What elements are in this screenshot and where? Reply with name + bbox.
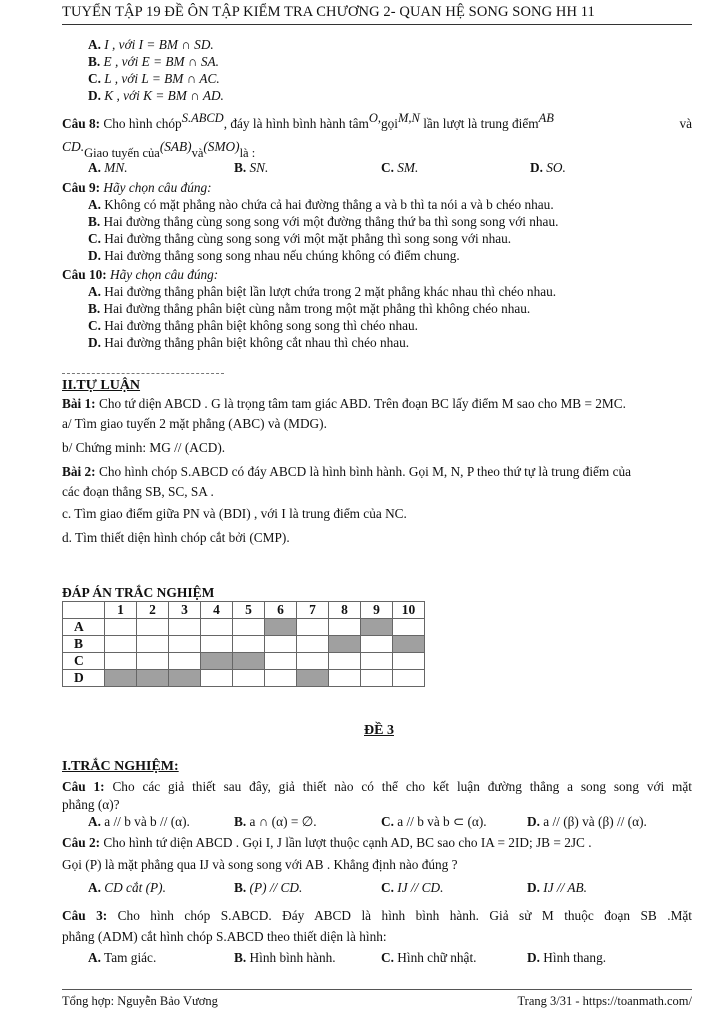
de3-q2-option-b: B. (P) // CD. — [234, 880, 303, 895]
q8-option-b: B. SN. — [234, 160, 269, 175]
answer-key-cell — [297, 619, 329, 636]
answer-key-cell — [201, 619, 233, 636]
q8-option-d: D. SO. — [530, 160, 566, 175]
answer-key-cell — [233, 670, 265, 687]
q10-option-b: B. Hai đường thẳng phân biệt cùng nằm trong một mặt phẳng thì không chéo nhau. — [88, 301, 531, 316]
answer-key-row-label: C — [63, 653, 105, 670]
q8-option-a: A. MN. — [88, 160, 128, 175]
answer-key-column-header: 8 — [329, 602, 361, 619]
answer-key-row-label: A — [63, 619, 105, 636]
answer-key-cell-filled — [393, 636, 425, 653]
answer-key-column-header: 4 — [201, 602, 233, 619]
q7-option-c: C. L , với L = BM ∩ AC. — [88, 71, 220, 86]
q10-option-c: C. Hai đường thẳng phân biệt không song song thì chéo nhau. — [88, 318, 419, 333]
answer-key-column-header: 5 — [233, 602, 265, 619]
answer-key-row-label: D — [63, 670, 105, 687]
answer-key-cell — [393, 670, 425, 687]
answer-key-cell — [201, 636, 233, 653]
answer-key-row — [63, 636, 425, 653]
answer-key-cell — [137, 636, 169, 653]
answer-key-cell-filled — [361, 619, 393, 636]
q9-option-b: B. Hai đường thẳng cùng song song với một đường thẳng thứ ba thì song song với nhau. — [88, 214, 559, 229]
bai2-part-d: d. Tìm thiết diện hình chóp cắt bởi (CMP). — [62, 530, 290, 545]
answer-key-cell — [201, 670, 233, 687]
exam-3-title: ĐỀ 3 — [364, 723, 394, 738]
bai2-part-c: c. Tìm giao điểm giữa PN và (BDI) , với I là trung điểm của NC. — [62, 506, 407, 521]
q9-option-d: D. Hai đường thẳng song song nhau nếu chúng không có điểm chung. — [88, 248, 460, 263]
de3-section-title: I.TRẮC NGHIỆM: — [62, 759, 179, 774]
answer-key-column-header: 6 — [265, 602, 297, 619]
footer-author: Tổng hợp: Nguyễn Bảo Vương — [62, 994, 218, 1008]
de3-q2-option-d: D. IJ // AB. — [527, 880, 587, 895]
de3-q3-option-d: D. Hình thang. — [527, 950, 607, 965]
answer-key-cell — [169, 636, 201, 653]
answer-key-cell — [329, 619, 361, 636]
answer-key-cell — [265, 670, 297, 687]
de3-q2-option-c: C. IJ // CD. — [381, 880, 444, 895]
answer-key-cell — [393, 653, 425, 670]
answer-key-row — [63, 670, 425, 687]
answer-key-cell-filled — [105, 670, 137, 687]
answer-key-cell-filled — [169, 670, 201, 687]
answer-key-cell — [265, 636, 297, 653]
answer-key-corner-cell — [63, 602, 105, 619]
footer-rule — [62, 989, 692, 990]
answer-key-column-header: 1 — [105, 602, 137, 619]
bai1-part-b: b/ Chứng minh: MG // (ACD). — [62, 440, 226, 455]
answer-key-cell — [361, 636, 393, 653]
answer-key-cell — [297, 636, 329, 653]
answer-key-cell — [329, 653, 361, 670]
de3-q1-option-a: A. a // b và b // (α). — [88, 814, 190, 829]
q9-prompt: Câu 9: Hãy chọn câu đúng: — [62, 180, 212, 195]
q10-option-a: A. Hai đường thẳng phân biệt lần lượt chứa trong 2 mặt phẳng khác nhau thì chéo nhau. — [88, 284, 557, 299]
q7-option-b: B. E , với E = BM ∩ SA. — [88, 54, 219, 69]
answer-key-cell — [105, 653, 137, 670]
answer-key-cell — [137, 619, 169, 636]
answer-key-cell — [105, 636, 137, 653]
de3-q1-line1: Câu 1: Cho các giả thiết sau đây, giả thiết nào có thể cho kết luận đường thẳng a song song với mặt — [62, 779, 692, 794]
answer-key-cell-filled — [329, 636, 361, 653]
answer-key-table — [62, 601, 425, 687]
bai1-part-a: a/ Tìm giao tuyến 2 mặt phẳng (ABC) và (MDG). — [62, 416, 327, 431]
q8-option-c: C. SM. — [381, 160, 419, 175]
essay-section-title: II.TỰ LUẬN — [62, 378, 141, 393]
answer-key-cell — [297, 653, 329, 670]
q9-option-a: A. Không có mặt phẳng nào chứa cả hai đường thẳng a và b thì ta nói a và b chéo nhau. — [88, 197, 554, 212]
answer-key-title: ĐÁP ÁN TRẮC NGHIỆM — [62, 585, 215, 600]
de3-q3-line2: phẳng (ADM) cắt hình chóp S.ABCD theo thiết diện là hình: — [62, 929, 387, 944]
bai2-statement-line2: các đoạn thẳng SB, SC, SA . — [62, 484, 214, 499]
answer-key-cell — [105, 619, 137, 636]
de3-q1-option-b: B. a ∩ (α) = ∅. — [234, 814, 317, 829]
bai1-statement: Bài 1: Cho tứ diện ABCD . G là trọng tâm tam giác ABD. Trên đoạn BC lấy điểm M sao cho MB = 2MC. — [62, 396, 626, 411]
answer-key-cell-filled — [297, 670, 329, 687]
q10-option-d: D. Hai đường thẳng phân biệt không cắt nhau thì chéo nhau. — [88, 335, 410, 350]
answer-key-column-header: 10 — [393, 602, 425, 619]
answer-key-row-label: B — [63, 636, 105, 653]
answer-key-cell — [265, 653, 297, 670]
de3-q2-option-a: A. CD cắt (P). — [88, 880, 166, 895]
de3-q1-option-d: D. a // (β) và (β) // (α). — [527, 814, 647, 829]
bai2-statement-line1: Bài 2: Cho hình chóp S.ABCD có đáy ABCD là hình bình hành. Gọi M, N, P theo thứ tự là trung điểm của — [62, 464, 632, 479]
answer-key-cell-filled — [233, 653, 265, 670]
q8-line2: CD.Giao tuyến của(SAB)và(SMO)là : — [62, 139, 256, 160]
page-header-title: TUYỂN TẬP 19 ĐỀ ÔN TẬP KIỂM TRA CHƯƠNG 2- QUAN HỆ SONG SONG HH 11 — [62, 4, 595, 20]
de3-q3-option-c: C. Hình chữ nhật. — [381, 950, 477, 965]
answer-key-column-header: 9 — [361, 602, 393, 619]
de3-q2-line2: Gọi (P) là mặt phẳng qua IJ và song song với AB . Khẳng định nào đúng ? — [62, 857, 458, 872]
q7-option-a: A. I , với I = BM ∩ SD. — [88, 37, 214, 52]
answer-key-cell — [361, 670, 393, 687]
q10-prompt: Câu 10: Hãy chọn câu đúng: — [62, 267, 219, 282]
de3-q2-line1: Câu 2: Cho hình tứ diện ABCD . Gọi I, J lần lượt thuộc cạnh AD, BC sao cho IA = 2ID; JB = 2JC . — [62, 835, 592, 850]
de3-q3-option-a: A. Tam giác. — [88, 950, 157, 965]
answer-key-cell — [393, 619, 425, 636]
answer-key-header-row — [63, 602, 425, 619]
footer-page-link[interactable]: Trang 3/31 - https://toanmath.com/ — [517, 994, 692, 1008]
de3-q1-line2: phẳng (α)? — [62, 797, 120, 812]
section-divider — [62, 373, 224, 374]
answer-key-column-header: 7 — [297, 602, 329, 619]
q9-option-c: C. Hai đường thẳng cùng song song với một mặt phẳng thì song song với nhau. — [88, 231, 512, 246]
answer-key-cell — [137, 653, 169, 670]
de3-q3-line1: Câu 3: Cho hình chóp S.ABCD. Đáy ABCD là hình bình hành. Giả sử M thuộc đoạn SB .Mặt — [62, 908, 692, 923]
answer-key-cell — [329, 670, 361, 687]
de3-q1-option-c: C. a // b và b ⊂ (α). — [381, 814, 487, 829]
answer-key-column-header: 2 — [137, 602, 169, 619]
de3-q3-option-b: B. Hình bình hành. — [234, 950, 336, 965]
header-rule — [62, 24, 692, 25]
answer-key-cell — [169, 619, 201, 636]
answer-key-cell-filled — [201, 653, 233, 670]
answer-key-column-header: 3 — [169, 602, 201, 619]
answer-key-cell — [233, 636, 265, 653]
answer-key-row — [63, 619, 425, 636]
answer-key-cell — [169, 653, 201, 670]
answer-key-row — [63, 653, 425, 670]
q8-line1: Câu 8: Cho hình chópS.ABCD, đáy là hình bình hành tâmO,gọiM,N lần lượt là trung điểmAB và — [62, 111, 692, 131]
answer-key-cell — [233, 619, 265, 636]
answer-key-cell-filled — [265, 619, 297, 636]
q7-option-d: D. K , với K = BM ∩ AD. — [88, 88, 224, 103]
answer-key-cell-filled — [137, 670, 169, 687]
answer-key-cell — [361, 653, 393, 670]
